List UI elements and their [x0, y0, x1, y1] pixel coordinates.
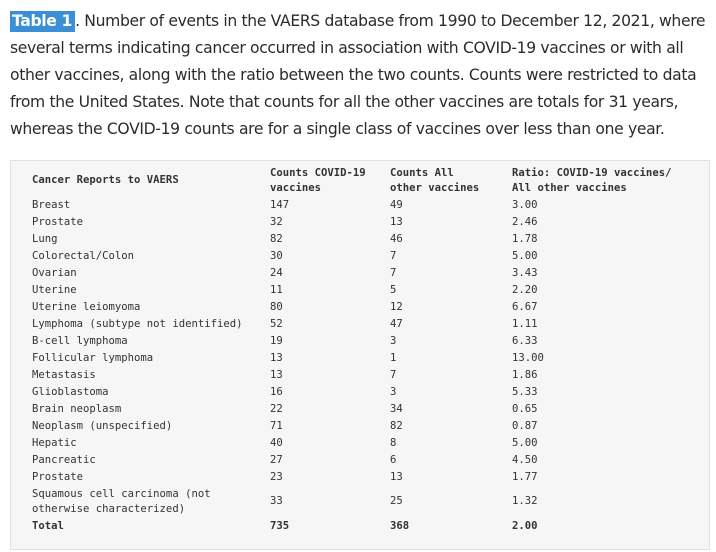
covid-count-cell: 80 [270, 301, 283, 313]
row-name: Squamous cell carcinoma (not [32, 488, 211, 500]
other-count-cell: 7 [390, 250, 397, 262]
other-count-cell: 47 [390, 318, 403, 330]
ratio-cell: 3.43 [512, 267, 538, 279]
column-header: Counts COVID-19 [270, 167, 366, 179]
row-name: Uterine [32, 284, 77, 296]
row-name: Colorectal/Colon [32, 250, 135, 262]
ratio-cell: 0.65 [512, 403, 538, 415]
ratio-cell: 4.50 [512, 454, 538, 466]
covid-count-cell: 32 [270, 216, 283, 228]
ratio-cell: 1.86 [512, 369, 538, 381]
covid-count-cell: 735 [270, 520, 290, 532]
row-name: Metastasis [32, 369, 96, 381]
other-count-cell: 82 [390, 420, 403, 432]
row-name: Uterine leiomyoma [32, 301, 141, 313]
other-count-cell: 6 [390, 454, 397, 466]
other-count-cell: 49 [390, 199, 403, 211]
other-count-cell: 13 [390, 216, 403, 228]
other-count-cell: 8 [390, 437, 397, 449]
ratio-cell: 1.11 [512, 318, 538, 330]
covid-count-cell: 22 [270, 403, 283, 415]
ratio-cell: 5.00 [512, 437, 538, 449]
other-count-cell: 13 [390, 471, 403, 483]
ratio-cell: 2.20 [512, 284, 538, 296]
covid-count-cell: 13 [270, 369, 283, 381]
caption-text: . Number of events in the VAERS database from 1990 to December 12, 2021, where several terms indicating cancer occurred in association with COVID-19 vaccines or with all other vaccines, along with the ratio between the two counts. Counts were restricted to data from the United States. Note that counts for all the other vaccines are totals for 31 years, whereas the COVID-19 counts are for a single class of vaccines over less than one year. [10, 12, 706, 138]
ratio-cell: 6.67 [512, 301, 538, 313]
row-name: Lymphoma (subtype not identified) [32, 318, 243, 330]
row-name: Glioblastoma [32, 386, 109, 398]
other-count-cell: 1 [390, 352, 397, 364]
row-name: Pancreatic [32, 454, 96, 466]
other-count-cell: 46 [390, 233, 403, 245]
row-name: Total [32, 520, 64, 532]
ratio-cell: 1.78 [512, 233, 538, 245]
ratio-cell: 6.33 [512, 335, 538, 347]
ratio-cell: 2.46 [512, 216, 538, 228]
column-header: Ratio: COVID-19 vaccines/ [512, 167, 672, 179]
ratio-cell: 1.77 [512, 471, 538, 483]
row-name: Lung [32, 233, 58, 245]
covid-count-cell: 52 [270, 318, 283, 330]
ratio-cell: 5.33 [512, 386, 538, 398]
ratio-cell: 3.00 [512, 199, 538, 211]
other-count-cell: 7 [390, 267, 397, 279]
row-name: Hepatic [32, 437, 77, 449]
covid-count-cell: 82 [270, 233, 283, 245]
other-count-cell: 3 [390, 335, 397, 347]
other-count-cell: 5 [390, 284, 397, 296]
row-name: otherwise characterized) [32, 503, 186, 515]
row-name: Follicular lymphoma [32, 352, 154, 364]
covid-count-cell: 13 [270, 352, 283, 364]
covid-count-cell: 19 [270, 335, 283, 347]
covid-count-cell: 23 [270, 471, 283, 483]
covid-count-cell: 30 [270, 250, 283, 262]
other-count-cell: 3 [390, 386, 397, 398]
column-header: other vaccines [390, 182, 480, 194]
ratio-cell: 5.00 [512, 250, 538, 262]
row-name: Brain neoplasm [32, 403, 122, 415]
table-label: Table 1 [10, 11, 75, 32]
row-name: B-cell lymphoma [32, 335, 128, 347]
row-name: Prostate [32, 216, 84, 228]
row-name: Breast [32, 199, 71, 211]
ratio-cell: 0.87 [512, 420, 538, 432]
row-name: Ovarian [32, 267, 77, 279]
row-name: Neoplasm (unspecified) [32, 420, 173, 432]
other-count-cell: 25 [390, 495, 403, 507]
other-count-cell: 368 [390, 520, 410, 532]
covid-count-cell: 11 [270, 284, 283, 296]
column-header: Cancer Reports to VAERS [32, 174, 179, 186]
covid-count-cell: 33 [270, 495, 283, 507]
data-table [10, 160, 710, 550]
other-count-cell: 34 [390, 403, 403, 415]
table-caption [10, 8, 712, 143]
ratio-cell: 13.00 [512, 352, 544, 364]
other-count-cell: 12 [390, 301, 403, 313]
ratio-cell: 1.32 [512, 495, 538, 507]
covid-count-cell: 71 [270, 420, 283, 432]
ratio-cell: 2.00 [512, 520, 538, 532]
covid-count-cell: 40 [270, 437, 283, 449]
other-count-cell: 7 [390, 369, 397, 381]
covid-count-cell: 24 [270, 267, 283, 279]
covid-count-cell: 27 [270, 454, 283, 466]
covid-count-cell: 16 [270, 386, 283, 398]
covid-count-cell: 147 [270, 199, 290, 211]
column-header: All other vaccines [512, 182, 627, 194]
column-header: Counts All [390, 167, 454, 179]
column-header: vaccines [270, 182, 322, 194]
row-name: Prostate [32, 471, 84, 483]
